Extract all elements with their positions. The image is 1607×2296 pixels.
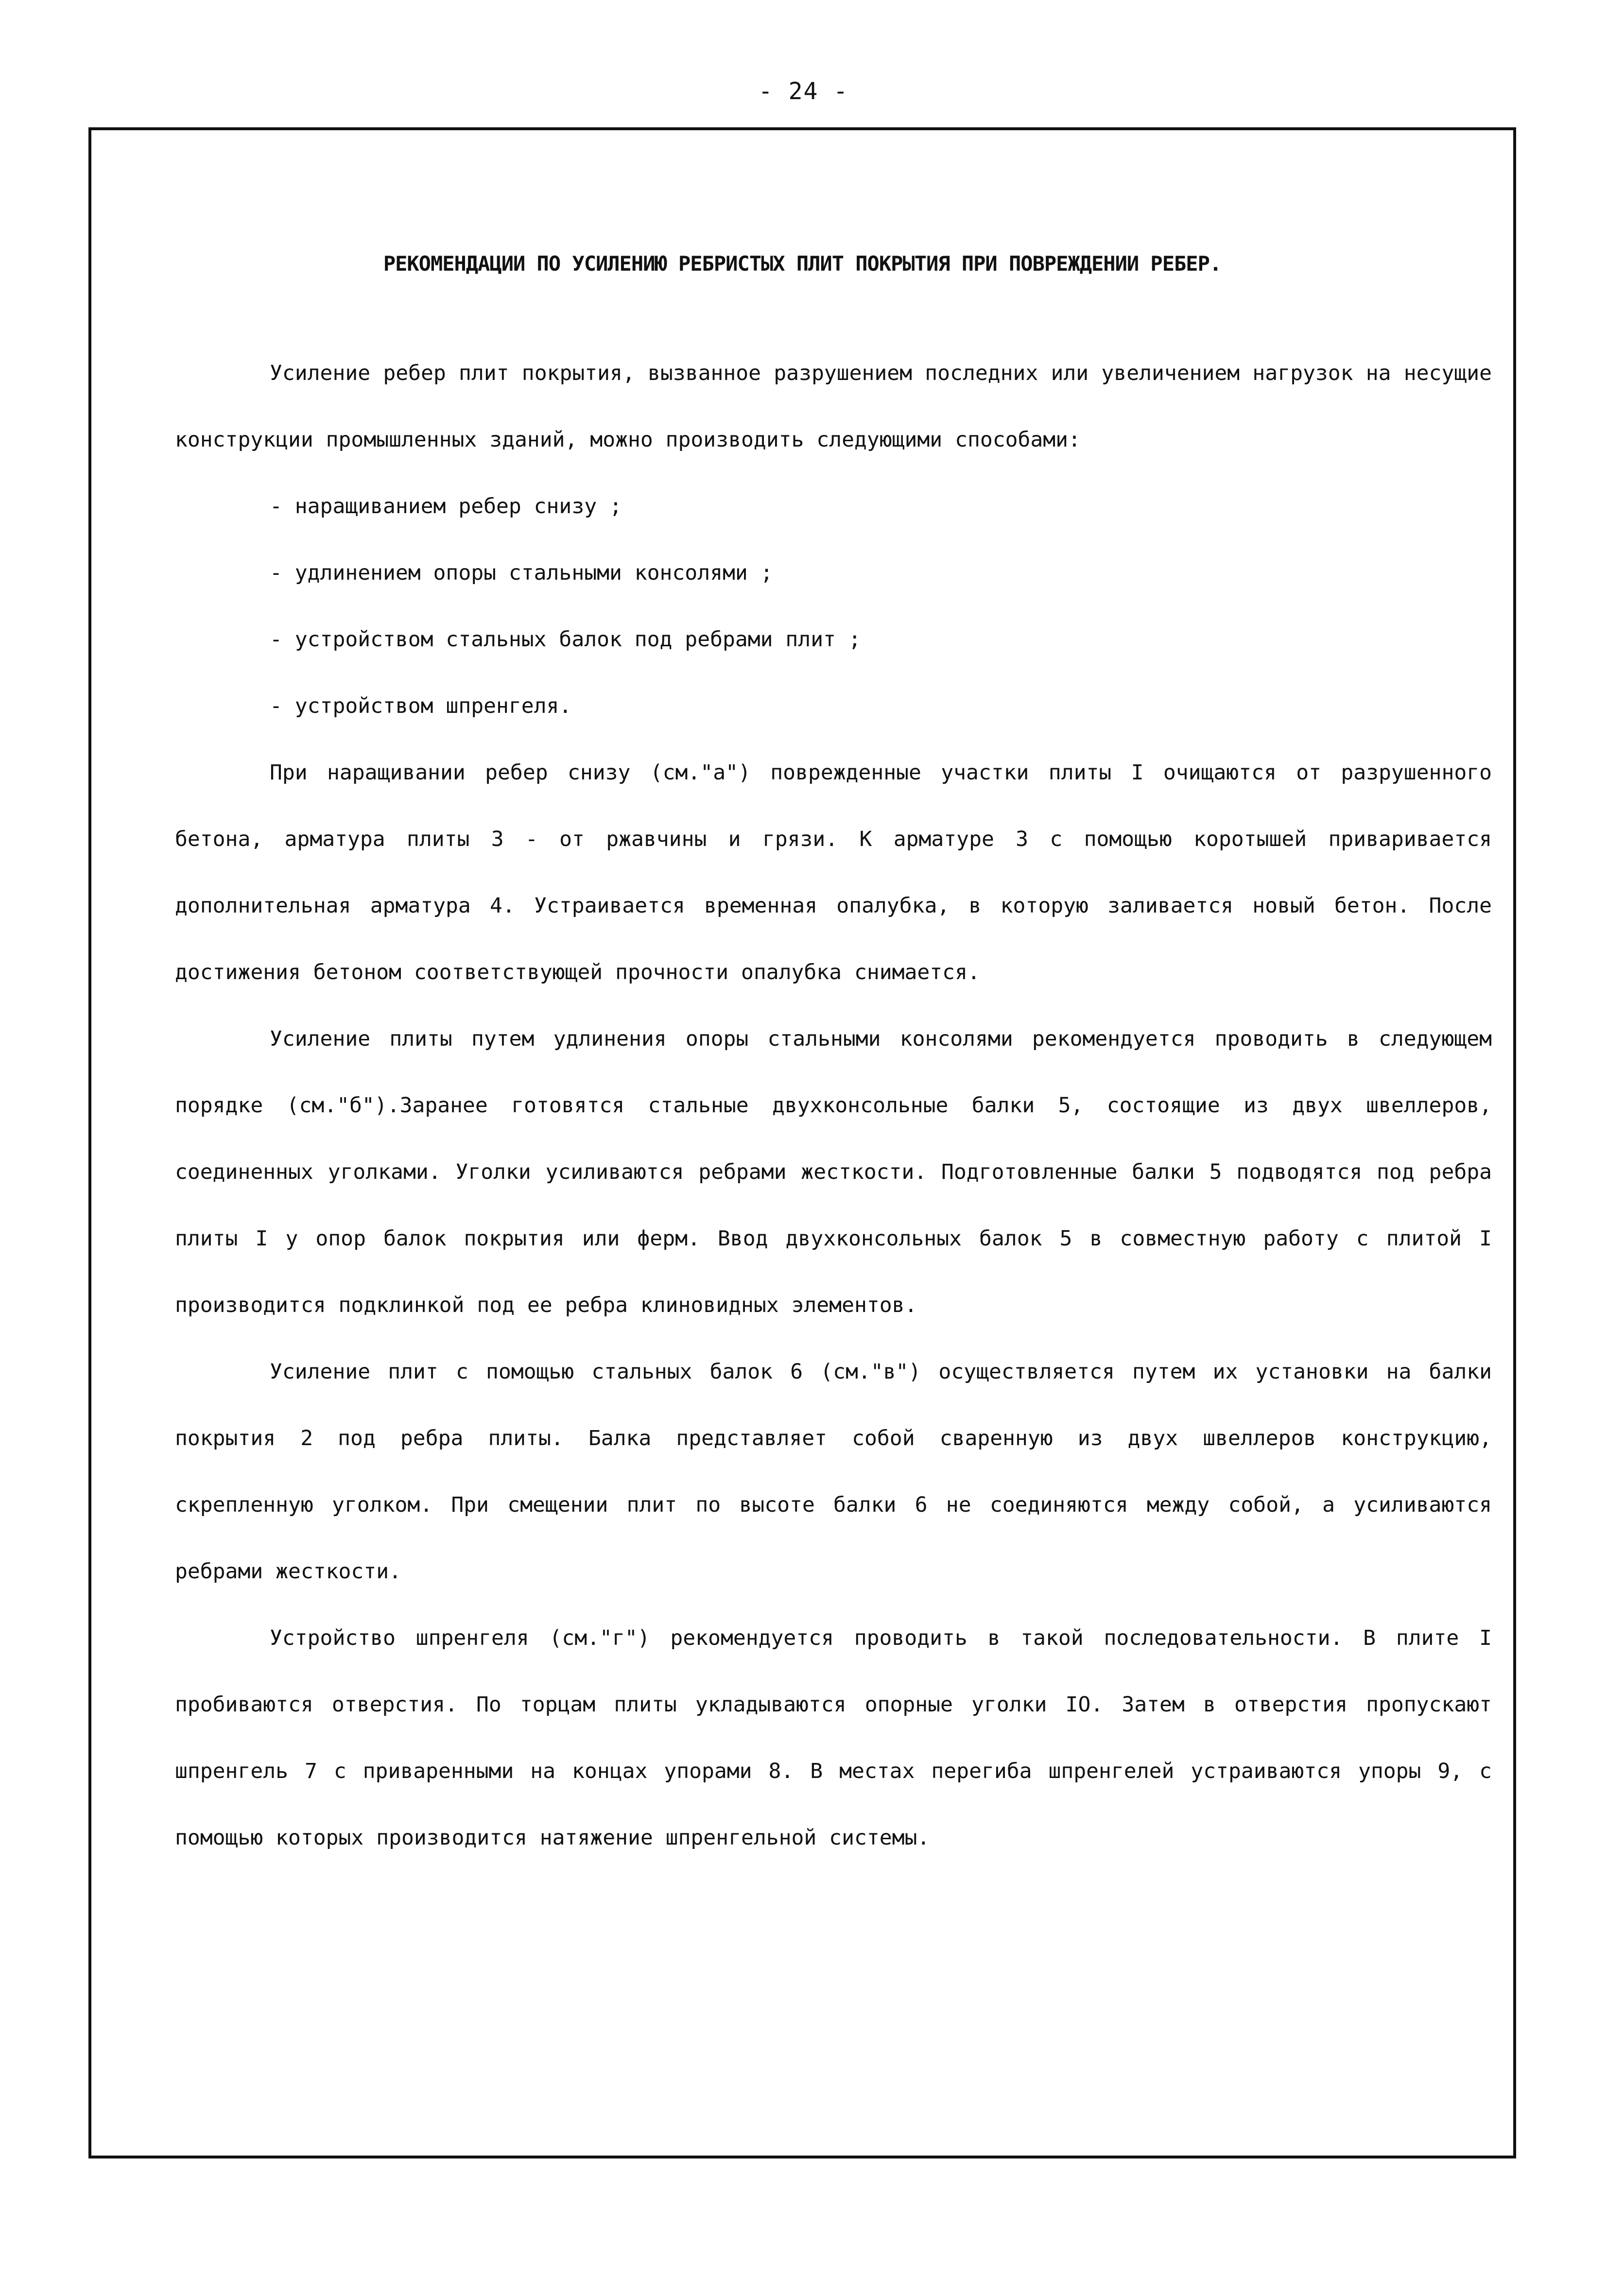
method-item: - устройством шпренгеля. [270, 694, 572, 718]
paragraph-extension-bottom: При наращивании ребер снизу (см."а") поврежденные участки плиты I очищаются от разрушенного бетона, арматура плиты 3 - от ржавчины и грязи. К арматуре 3 с помощью коротышей приваривается дополнительная арматура 4. Устраивается временная опалубка, в которую заливается новый бетон. После достижения бетоном соответствующей прочности опалубка снимается. [175, 760, 1492, 984]
method-item: - наращиванием ребер снизу ; [270, 494, 622, 518]
document-body [175, 340, 1492, 1871]
paragraph-sprengel: Устройство шпренгеля (см."г") рекомендуется проводить в такой последовательности. В плите I пробиваются отверстия. По торцам плиты укладываются опорные уголки IO. Затем в отверстия пропускают шпренгель 7 с приваренными на концах упорами 8. В местах перегиба шпренгелей устраиваются упоры 9, с помощью которых производится натяжение шпренгельной системы. [175, 1626, 1492, 1850]
page-number: - 24 - [758, 78, 849, 105]
methods-list [175, 473, 1492, 740]
method-item: - удлинением опоры стальными консолями ; [270, 561, 773, 585]
intro-paragraph: Усиление ребер плит покрытия, вызванное разрушением последних или увеличением нагрузок на несущие конструкции промышленных зданий, можно производить следующими способами: [175, 361, 1492, 452]
page-title: РЕКОМЕНДАЦИИ ПО УСИЛЕНИЮ РЕБРИСТЫХ ПЛИТ ПОКРЫТИЯ ПРИ ПОВРЕЖДЕНИИ РЕБЕР. [383, 252, 1222, 276]
paragraph-steel-consoles: Усиление плиты путем удлинения опоры стальными консолями рекомендуется проводить в следующем порядке (см."б").Заранее готовятся стальные двухконсольные балки 5, состоящие из двух швеллеров, соединенных уголками. Уголки усиливаются ребрами жесткости. Подготовленные балки 5 подводятся под ребра плиты I у опор балок покрытия или ферм. Ввод двухконсольных балок 5 в совместную работу с плитой I производится подклинкой под ее ребра клиновидных элементов. [175, 1027, 1492, 1317]
paragraph-steel-beams: Усиление плит с помощью стальных балок 6 (см."в") осуществляется путем их установки на балки покрытия 2 под ребра плиты. Балка представляет собой сваренную из двух швеллеров конструкцию, скрепленную уголком. При смещении плит по высоте балки 6 не соединяются между собой, а усиливаются ребрами жесткости. [175, 1360, 1492, 1584]
method-item: - устройством стальных балок под ребрами плит ; [270, 627, 861, 652]
